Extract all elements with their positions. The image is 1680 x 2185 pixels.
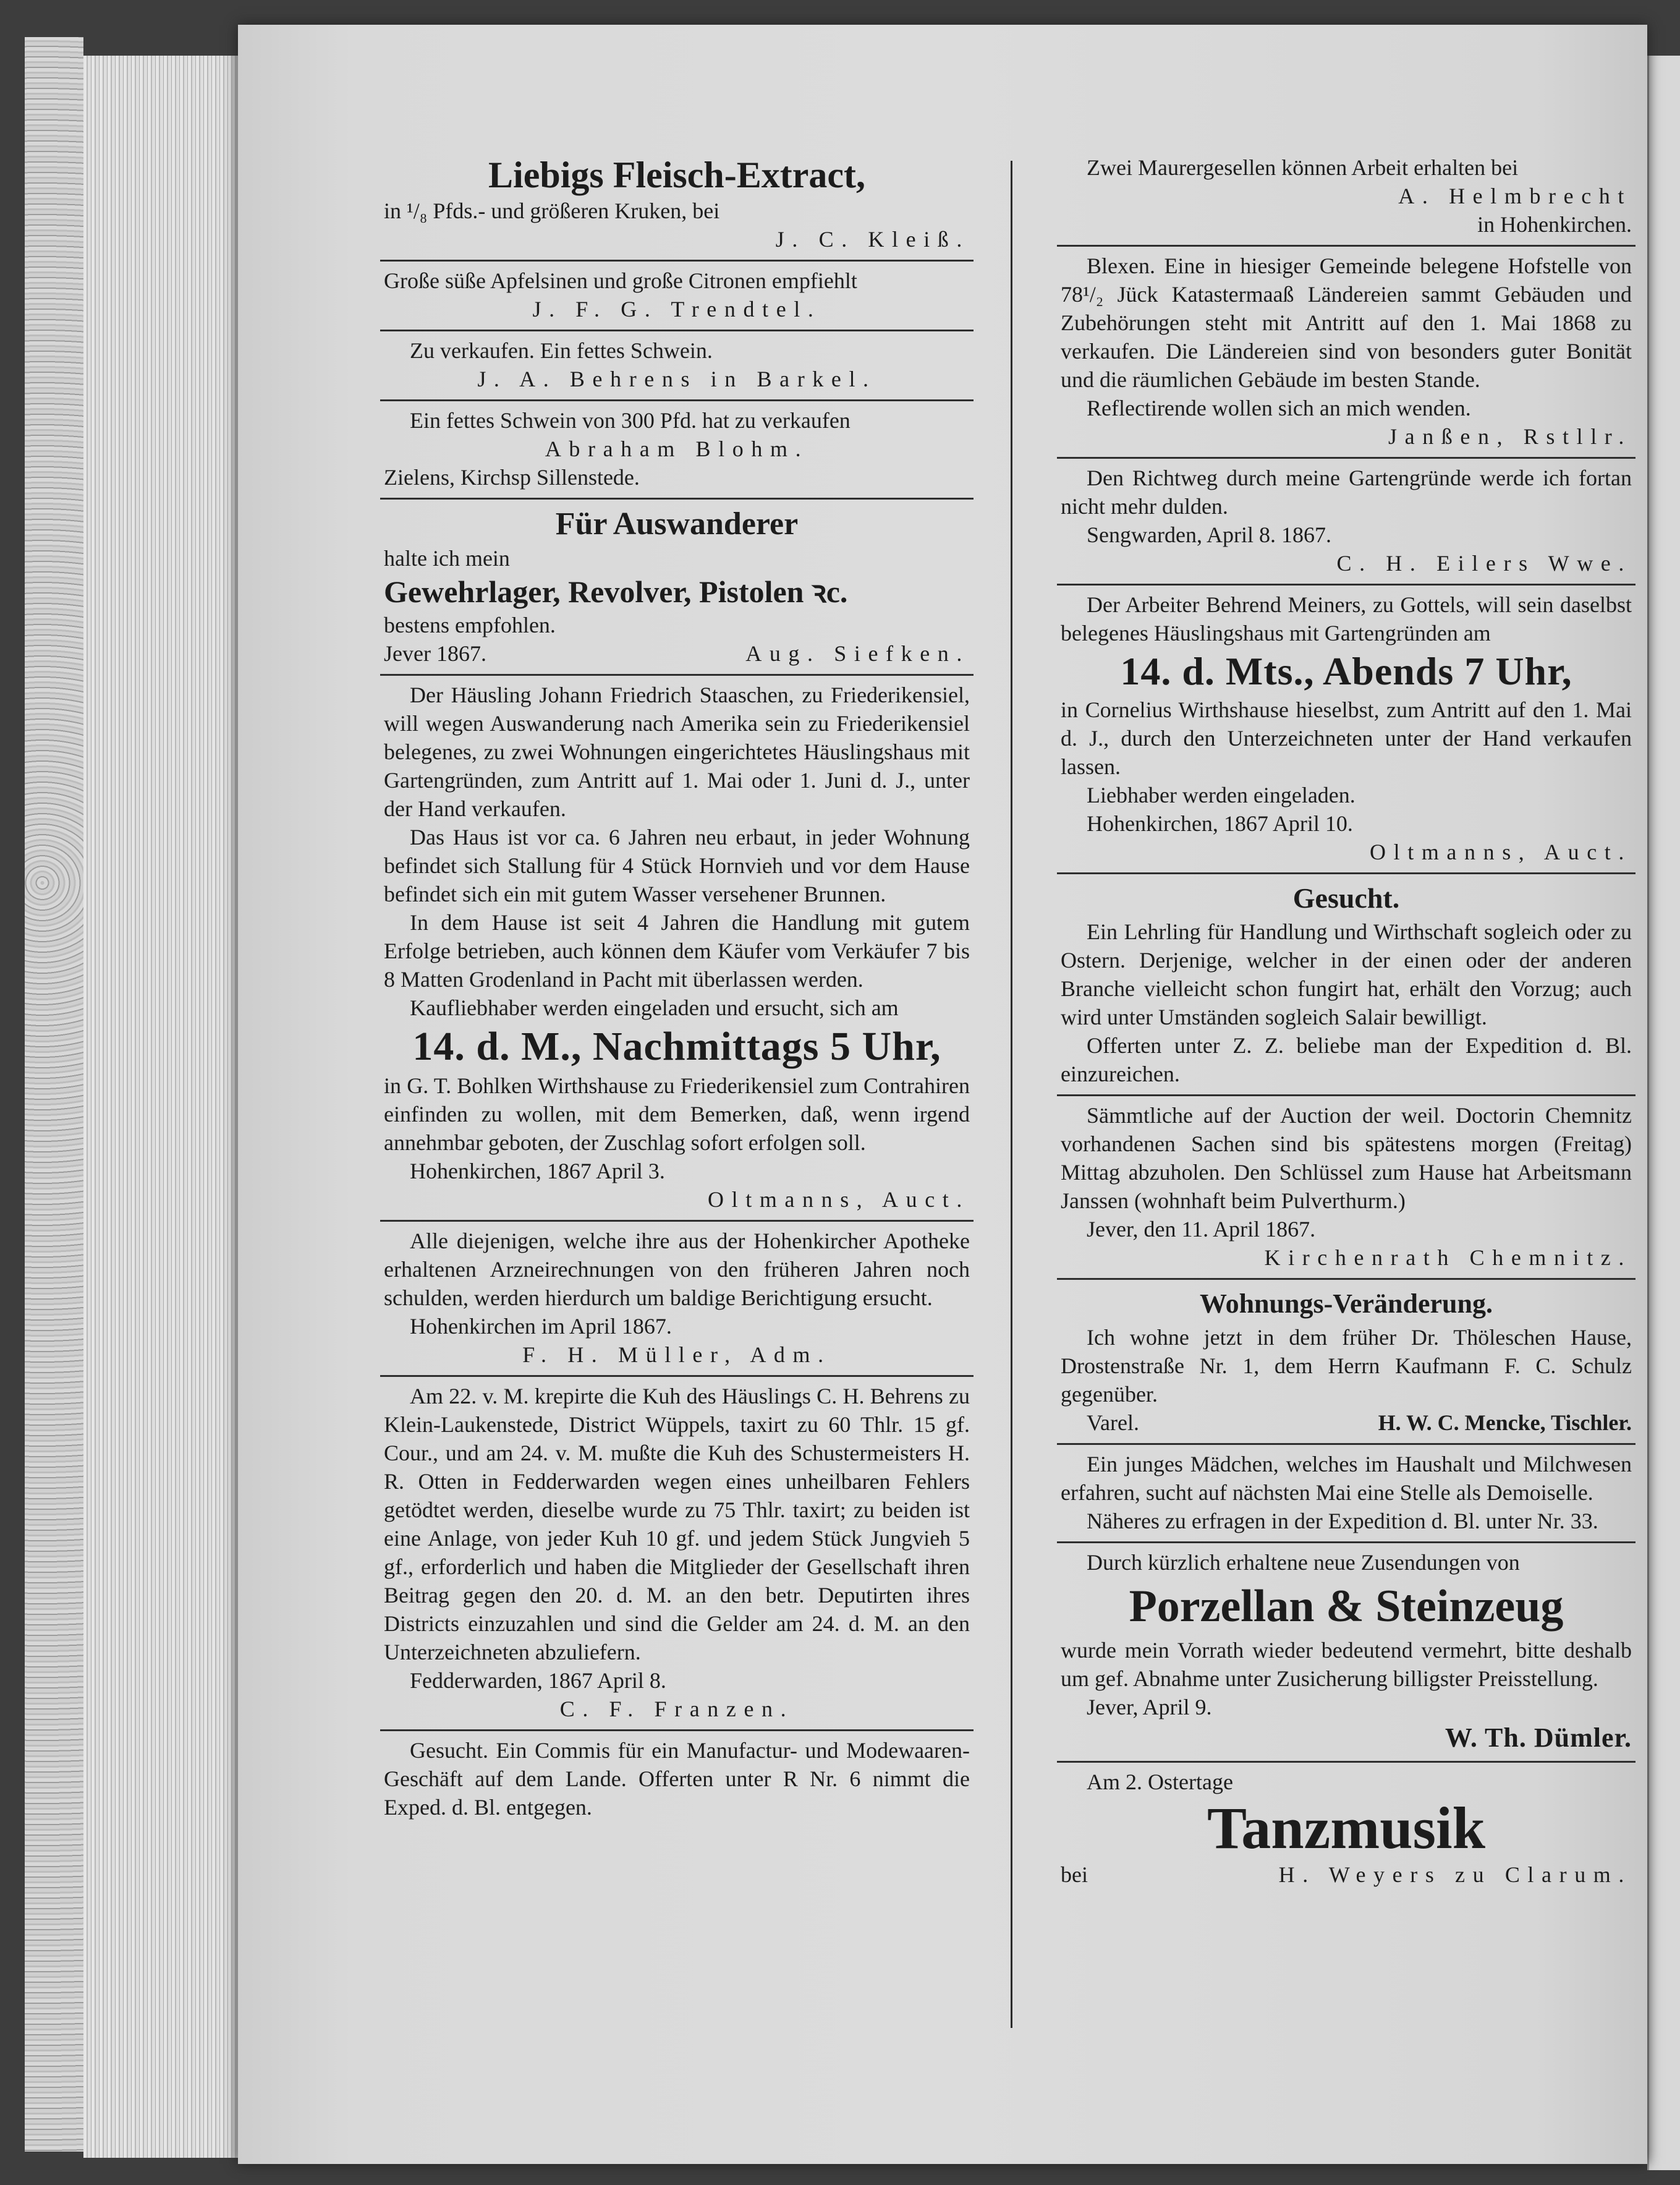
ad-tanzmusik (1057, 1763, 1635, 1895)
ad-date: Hohenkirchen, 1867 April 10. (1087, 811, 1353, 836)
ad-signature: Aug. Siefken. (745, 641, 970, 666)
ad-text: Große süße Apfelsinen und große Citronen empfiehlt (384, 268, 857, 293)
ad-text: Am 22. v. M. krepirte die Kuh des Häuslings C. H. Behrens zu Klein-Laukenstede, District Wüppels, taxirt zu 60 Thlr. 15 gf. Cour., und am 24. v. M. mußte die Kuh des Schustermeisters H. R. Otten in Fedderwarden wegen eines unheilbaren Fehlers getödtet werden, dieselbe wurde zu 75 Thlr. taxirt; zu beiden ist eine Anlage, von jeder Kuh 10 gf. und jedem Stück Jungvieh 5 gf., erforderlich und haben die Mitglieder der Gesellschaft ihren Beitrag gegen den 20. d. M. an den betr. Deputirten ihres Districts einzuzahlen und sind die Gelder am 24. d. M. an den Unterzeichneten abzuliefern. (384, 1384, 970, 1664)
ad-place: in Hohenkirchen. (1477, 212, 1632, 237)
ad-text: Alle diejenigen, welche ihre aus der Hohenkircher Apotheke erhaltenen Arzneirechnungen von den früheren Jahren noch schulden, werden hierdurch um baldige Berichtigung ersucht. (384, 1229, 970, 1310)
ad-title: Gesucht. (1292, 882, 1400, 914)
ad-text: Reflectirende wollen sich an mich wenden. (1087, 396, 1471, 420)
ad-text: Der Arbeiter Behrend Meiners, zu Gottels, will sein daselbst belegenes Häuslingshaus mit Gartengründen am (1061, 592, 1632, 645)
ad-auswanderer (380, 500, 974, 676)
ad-paragraph: Das Haus ist vor ca. 6 Jahren neu erbaut, in jeder Wohnung befindet sich Stallung für 4 Stück Hornvieh und vor dem Hause befindet sich ein mit gutem Wasser versehener Brunnen. (384, 825, 970, 906)
ad-paragraph: wurde mein Vorrath wieder bedeutend vermehrt, bitte deshalb um gef. Abnahme unter Zusicherung billigster Preisstellung. (1061, 1638, 1632, 1691)
ad-text: bestens empfohlen. (384, 613, 556, 637)
ad-title: Wohnungs-Veränderung. (1200, 1288, 1493, 1319)
ad-text: Liebhaber werden eingeladen. (1087, 783, 1355, 807)
ad-title: Liebigs Fleisch-Extract, (488, 155, 865, 195)
ad-commis (380, 1731, 974, 1828)
ad-text: Zu verkaufen. Ein fettes Schwein. (410, 338, 713, 363)
ad-paragraph: Näheres zu erfragen in der Expedition d. Bl. unter Nr. 33. (1087, 1509, 1598, 1533)
ad-text: Ich wohne jetzt in dem früher Dr. Thöleschen Hause, Drostenstraße Nr. 1, dem Herrn Kaufmann F. C. Schulz gegenüber. (1061, 1325, 1632, 1407)
ad-date-headline: 14. d. M., Nachmittags 5 Uhr, (412, 1024, 941, 1069)
ad-date: Jever, den 11. April 1867. (1087, 1217, 1316, 1242)
ad-maedchen (1057, 1445, 1635, 1543)
ad-signature: Abraham Blohm. (545, 437, 809, 461)
ad-headline: Tanzmusik (1207, 1795, 1485, 1861)
ad-text: Ein fettes Schwein von 300 Pfd. hat zu verkaufen (410, 408, 851, 433)
ad-date: Hohenkirchen im April 1867. (410, 1314, 672, 1339)
ad-text: in ¹/₈ Pfds.- und größeren Kruken, bei (384, 198, 720, 223)
ad-paragraph: Offerten unter Z. Z. beliebe man der Expedition d. Bl. einzureichen. (1061, 1033, 1632, 1086)
ad-signature: F. H. Müller, Adm. (522, 1342, 831, 1367)
ad-text: bei (1061, 1862, 1088, 1887)
ad-porzellan (1057, 1543, 1635, 1763)
ad-date: Jever, April 9. (1087, 1695, 1212, 1719)
page-edges (83, 56, 238, 2158)
ad-wohnung (1057, 1280, 1635, 1445)
ad-date: Hohenkirchen, 1867 April 3. (410, 1159, 665, 1183)
ad-text: halte ich mein (384, 546, 510, 571)
ad-place: Zielens, Kirchsp Sillenstede. (384, 465, 640, 490)
ad-signature: C. F. Franzen. (559, 1697, 794, 1721)
ad-paragraph: in G. T. Bohlken Wirthshause zu Friederikensiel zum Contrahiren einfinden zu wollen, mit dem Bemerken, daß, wenn irgend annehmbar geboten, der Zuschlag sofort erfolgen soll. (384, 1073, 970, 1155)
ad-apotheke (380, 1222, 974, 1377)
ad-signature: Janßen, Rstllr. (1388, 424, 1632, 449)
ad-blexen (1057, 247, 1635, 459)
ad-text: Am 2. Ostertage (1087, 1770, 1233, 1794)
ad-signature: J. F. G. Trendtel. (532, 297, 821, 322)
ad-signature: H. W. C. Mencke, Tischler. (1378, 1410, 1632, 1435)
ad-text: Blexen. Eine in hiesiger Gemeinde belegene Hofstelle von 78¹/₂ Jück Katastermaaß Ländereien sammt Gebäuden und Zubehörungen steht mit Antritt auf den 1. Mai 1868 zu verkaufen. Die Ländereien sind von besonders guter Bonität und die räumlichen Gebäude im besten Stande. (1061, 253, 1632, 392)
ad-signature: Oltmanns, Auct. (708, 1187, 970, 1212)
left-column (380, 148, 974, 1828)
ad-kuh (380, 1377, 974, 1731)
ad-signature: A. Helmbrecht (1398, 184, 1632, 208)
ad-footer (384, 639, 970, 668)
ad-liebigs (380, 148, 974, 262)
column-divider (1011, 161, 1012, 2028)
ad-text: Zwei Maurergesellen können Arbeit erhalten bei (1087, 155, 1519, 180)
ad-headline: Porzellan & Steinzeug (1129, 1581, 1564, 1632)
ad-apfelsinen (380, 262, 974, 331)
ad-footer (1061, 1408, 1632, 1437)
ad-paragraph: In dem Hause ist seit 4 Jahren die Handlung mit gutem Erfolge betrieben, auch können dem Käufer vom Verkäufer 7 bis 8 Matten Grodenland in Pacht mit überlassen werden. (384, 910, 970, 992)
ad-text: Sämmtliche auf der Auction der weil. Doctorin Chemnitz vorhandenen Sachen sind bis spätestens morgen (Freitag) Mittag abzuholen. Den Schlüssel zum Hause hat Arbeitsmann Janssen (wohnhaft beim Pulverthurm.) (1061, 1103, 1632, 1213)
ad-schwein-behrens (380, 331, 974, 401)
ad-richtweg (1057, 459, 1635, 586)
ad-signature: H. Weyers zu Clarum. (1278, 1862, 1632, 1887)
ad-footer (1061, 1860, 1632, 1889)
ad-date-headline: 14. d. Mts., Abends 7 Uhr, (1120, 649, 1572, 693)
ad-signature: J. A. Behrens in Barkel. (477, 367, 876, 391)
ad-text: Den Richtweg durch meine Gartengründe werde ich fortan nicht mehr dulden. (1061, 466, 1632, 519)
ad-subtitle: Gewehrlager, Revolver, Pistolen ꝛc. (384, 574, 848, 609)
ad-place: Jever 1867. (384, 641, 486, 666)
book-spine (25, 37, 83, 2152)
ad-paragraph: Der Häusling Johann Friedrich Staaschen, zu Friederikensiel, will wegen Auswanderung nach Amerika sein zu Friederikensiel belegenes, zu zwei Wohnungen eingerichtetes Häuslingshaus mit Gartengründen, zum Antritt auf 1. Mai oder 1. Juni d. J., unter der Hand verkaufen. (384, 683, 970, 821)
ad-title: Für Auswanderer (555, 506, 799, 542)
ad-signature: Oltmanns, Auct. (1370, 840, 1632, 864)
ad-text: Gesucht. Ein Commis für ein Manufactur- und Modewaaren-Geschäft auf dem Lande. Offerten unter R Nr. 6 nimmt die Exped. d. Bl. entgegen. (384, 1738, 970, 1820)
ad-signature: J. C. Kleiß. (775, 227, 970, 252)
ad-signature: W. Th. Dümler. (1445, 1723, 1632, 1753)
ad-meiners (1057, 586, 1635, 874)
ad-text: Ein Lehrling für Handlung und Wirthschaft sogleich oder zu Ostern. Derjenige, welcher in der einen oder der anderen Branche vielleicht schon fungirt hat, erhält den Vorzug; auch wird unter Umständen sogleich Salair bewilligt. (1061, 919, 1632, 1029)
ad-paragraph: in Cornelius Wirthshause hieselbst, zum Antritt auf den 1. Mai d. J., durch den Unterzeichneten unter der Hand verkaufen lassen. (1061, 697, 1632, 779)
right-column (1057, 148, 1635, 1895)
ad-signature: C. H. Eilers Wwe. (1336, 551, 1632, 576)
next-page-edge (1647, 56, 1680, 2170)
ad-schwein-blohm (380, 401, 974, 500)
ad-text: Ein junges Mädchen, welches im Haushalt und Milchwesen erfahren, sucht auf nächsten Mai eine Stelle als Demoiselle. (1061, 1452, 1632, 1505)
ad-staaschen (380, 676, 974, 1222)
ad-chemnitz (1057, 1096, 1635, 1280)
ad-date: Sengwarden, April 8. 1867. (1087, 522, 1331, 547)
ad-signature: Kirchenrath Chemnitz. (1264, 1245, 1632, 1270)
ad-date: Fedderwarden, 1867 April 8. (410, 1668, 666, 1693)
ad-lehrling (1057, 874, 1635, 1096)
ad-maurer (1057, 148, 1635, 247)
ad-text: Durch kürzlich erhaltene neue Zusendungen von (1087, 1550, 1520, 1575)
ad-place: Varel. (1087, 1410, 1139, 1435)
ad-paragraph: Kaufliebhaber werden eingeladen und ersucht, sich am (410, 995, 899, 1020)
